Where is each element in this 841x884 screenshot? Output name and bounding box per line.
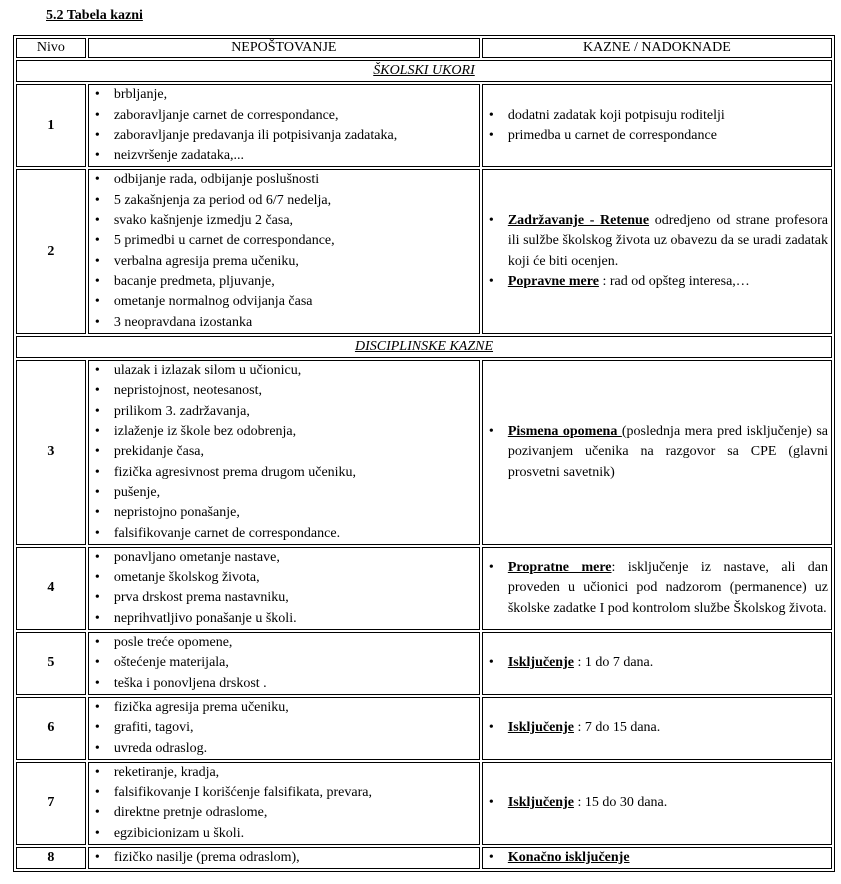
offense-item: • neprihvatljivo ponašanje u školi.: [89, 609, 479, 629]
offense-item: • nepristojnost, neotesanost,: [89, 381, 479, 401]
penalty-item: [483, 211, 831, 272]
penalty-item: [483, 848, 831, 868]
level-cell: 7: [16, 762, 86, 845]
level-cell: 4: [16, 547, 86, 630]
penalty-item: [483, 718, 831, 738]
table-row: [16, 169, 832, 333]
column-header-offense: NEPOŠTOVANJE: [88, 38, 480, 58]
offense-list: [89, 633, 479, 694]
penalty-list: [483, 653, 831, 673]
penalty-description: : 7 do 15 dana.: [573, 720, 661, 736]
section-title-discipline: DISCIPLINSKE KAZNE: [16, 336, 832, 358]
offense-item: • falsifikovanje I korišćenje falsifikata, prevara,: [89, 783, 479, 803]
level-cell: 2: [16, 169, 86, 333]
penalty-name: Isključenje: [507, 795, 574, 811]
offense-item: • 3 neopravdana izostanka: [89, 313, 479, 333]
offense-item: • 5 zakašnjenja za period od 6/7 nedelja,: [89, 191, 479, 211]
table-row: [16, 847, 832, 869]
penalty-table: [13, 35, 835, 872]
offense-item: • brbljanje,: [89, 85, 479, 105]
table-row: [16, 84, 832, 167]
offense-cell: [88, 762, 480, 845]
penalty-cell: [482, 169, 832, 333]
table-row: [16, 697, 832, 760]
offense-item: • zaboravljanje predavanja ili potpisivanja zadataka,: [89, 126, 479, 146]
penalty-item: [483, 126, 831, 146]
penalty-cell: [482, 360, 832, 545]
penalty-list: [483, 422, 831, 483]
penalty-list: [483, 793, 831, 813]
offense-item: • egzibicionizam u školi.: [89, 824, 479, 844]
offense-item: • ponavljano ometanje nastave,: [89, 548, 479, 568]
offense-item: • posle treće opomene,: [89, 633, 479, 653]
penalty-name: Konačno isključenje: [507, 849, 630, 865]
offense-cell: [88, 360, 480, 545]
penalty-list: [483, 211, 831, 292]
offense-item: • oštećenje materijala,: [89, 653, 479, 673]
offense-item: • prva drskost prema nastavniku,: [89, 588, 479, 608]
penalty-cell: [482, 632, 832, 695]
offense-cell: [88, 847, 480, 869]
penalty-item: [483, 422, 831, 483]
penalty-name: Isključenje: [507, 720, 574, 736]
penalty-item: [483, 653, 831, 673]
penalty-description: : isključenje iz nastave, ali dan proveden u učionici pod nadzorom (permanence) uz školske zadatke I pod kontrolom službe Školskog života.: [507, 559, 829, 616]
penalty-list: [483, 848, 831, 868]
offense-item: • prilikom 3. zadržavanja,: [89, 402, 479, 422]
penalty-cell: [482, 762, 832, 845]
offense-list: [89, 170, 479, 332]
table-row: [16, 632, 832, 695]
penalty-description: : 15 do 30 dana.: [573, 795, 668, 811]
penalty-description: : rad od opšteg interesa,…: [598, 273, 750, 289]
penalty-description: dodatni zadatak koji potpisuju roditelji: [507, 107, 725, 123]
offense-cell: [88, 697, 480, 760]
offense-cell: [88, 632, 480, 695]
offense-cell: [88, 169, 480, 333]
offense-item: • prekidanje časa,: [89, 442, 479, 462]
penalty-cell: [482, 697, 832, 760]
penalty-item: [483, 793, 831, 813]
offense-item: • fizička agresija prema učeniku,: [89, 698, 479, 718]
column-header-penalty: KAZNE / NADOKNADE: [482, 38, 832, 58]
offense-item: • grafiti, tagovi,: [89, 718, 479, 738]
penalty-list: [483, 718, 831, 738]
offense-item: • 5 primedbi u carnet de correspondance,: [89, 231, 479, 251]
offense-list: [89, 548, 479, 629]
penalty-cell: [482, 547, 832, 630]
table-row: [16, 762, 832, 845]
offense-item: • bacanje predmeta, pljuvanje,: [89, 272, 479, 292]
offense-item: • izlaženje iz škole bez odobrenja,: [89, 422, 479, 442]
penalty-description: primedba u carnet de correspondance: [507, 127, 717, 143]
offense-item: • ometanje školskog života,: [89, 568, 479, 588]
offense-item: • odbijanje rada, odbijanje poslušnosti: [89, 170, 479, 190]
offense-item: • falsifikovanje carnet de correspondance.: [89, 524, 479, 544]
offense-item: • nepristojno ponašanje,: [89, 503, 479, 523]
offense-item: • ulazak i izlazak silom u učionicu,: [89, 361, 479, 381]
offense-item: • neizvršenje zadataka,...: [89, 146, 479, 166]
offense-item: • fizičko nasilje (prema odraslom),: [89, 848, 479, 868]
column-header-level: Nivo: [16, 38, 86, 58]
penalty-item: [483, 106, 831, 126]
level-cell: 5: [16, 632, 86, 695]
offense-cell: [88, 84, 480, 167]
header-row: [16, 38, 832, 58]
penalty-description: : 1 do 7 dana.: [573, 655, 654, 671]
penalty-name: Isključenje: [507, 655, 574, 671]
offense-list: [89, 85, 479, 166]
section-title-school: ŠKOLSKI UKORI: [16, 60, 832, 82]
offense-item: • verbalna agresija prema učeniku,: [89, 252, 479, 272]
penalty-list: [483, 558, 831, 619]
penalty-cell: [482, 84, 832, 167]
penalty-name: Propratne mere: [507, 559, 612, 575]
offense-list: [89, 848, 479, 868]
offense-item: • svako kašnjenje izmedju 2 časa,: [89, 211, 479, 231]
offense-item: • direktne pretnje odraslome,: [89, 803, 479, 823]
offense-item: • fizička agresivnost prema drugom učeniku,: [89, 463, 479, 483]
penalty-item: [483, 558, 831, 619]
penalty-item: [483, 272, 831, 292]
penalty-description: odredjeno od strane profesora ili sulžbe školskog života uz obavezu da se uradi zadatak koji će biti ocenjen.: [507, 213, 828, 269]
offense-item: • reketiranje, kradja,: [89, 763, 479, 783]
penalty-cell: [482, 847, 832, 869]
section-row-discipline: [16, 336, 832, 358]
penalty-description: (poslednja mera pred isključenje) sa pozivanjem učenika na razgovor sa CPE (glavni prosvetni savetnik): [507, 424, 828, 480]
offense-cell: [88, 547, 480, 630]
level-cell: 3: [16, 360, 86, 545]
offense-item: • pušenje,: [89, 483, 479, 503]
offense-list: [89, 763, 479, 844]
offense-item: • uvreda odraslog.: [89, 739, 479, 759]
offense-list: [89, 361, 479, 544]
offense-list: [89, 698, 479, 759]
level-cell: 1: [16, 84, 86, 167]
level-cell: 8: [16, 847, 86, 869]
penalty-list: [483, 106, 831, 147]
table-row: [16, 360, 832, 545]
level-cell: 6: [16, 697, 86, 760]
penalty-name: Popravne mere: [507, 273, 599, 289]
section-row-school: [16, 60, 832, 82]
penalty-name: Pismena opomena: [507, 424, 622, 440]
section-heading: 5.2 Tabela kazni: [46, 8, 143, 23]
offense-item: • zaboravljanje carnet de correspondance,: [89, 106, 479, 126]
penalty-name: Zadržavanje - Retenue: [507, 213, 650, 229]
offense-item: • teška i ponovljena drskost .: [89, 674, 479, 694]
offense-item: • ometanje normalnog odvijanja časa: [89, 292, 479, 312]
table-row: [16, 547, 832, 630]
